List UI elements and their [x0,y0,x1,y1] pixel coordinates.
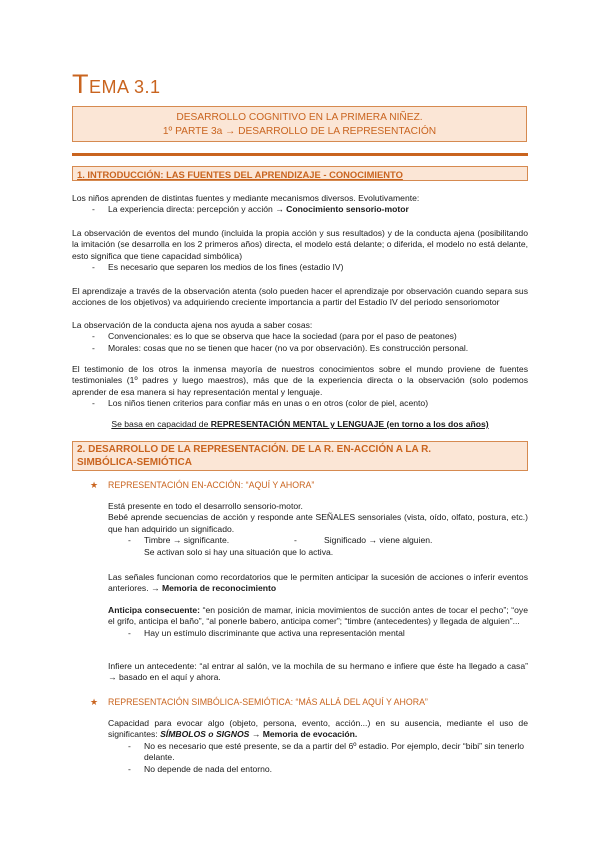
list-item: - No es necesario que esté presente, se da a partir del 6º estadio. Por ejemplo, decir “bibi” sin tenerlo delante. [128,740,525,763]
list-item-text: Significado → viene alguien. [324,535,433,546]
list-item-text: No es necesario que esté presente, se da a partir del 6º estadio. Por ejemplo, decir “bibi” sin tenerlo delante. [144,740,525,763]
basis-note [72,419,528,430]
en-accion-body [108,501,528,558]
conduct-paragraph [72,320,528,354]
page-title [72,69,161,99]
list-item: - Hay un estímulo discriminante que activa una representación mental [128,627,405,638]
signals-bold: → Memoria de reconocimiento [151,583,277,594]
list-item: - Los niños tienen criterios para confiar más en unas o en otros (color de piel, acento) [92,398,429,409]
attention-text: El aprendizaje a través de la observación atenta (solo pueden hacer el aprendizaje por observación cuando separa sus acciones de los objetivos) va adquiriendo creciente importancia a partir del Estadio IV del periodo sensoriomotor [72,286,528,308]
signal-example-row: - Timbre → significante. - Significado → viene alguien. [128,535,433,546]
subtitle-box [72,106,527,142]
list-item: - Convencionales: es lo que se observa que hace la sociedad (para por el paso de peatones) [92,331,457,342]
inference-paragraph [108,661,528,684]
list-item: - Morales: cosas que no se tienen que hacer (no va por observación). Es construcción personal. [92,342,469,353]
subsection-title: REPRESENTACIÓN EN-ACCIÓN: “AQUÍ Y AHORA” [108,480,315,490]
section-1-heading [72,166,528,181]
star-icon: ★ [90,480,98,490]
simbolica-bold-italic: SÍMBOLOS o SIGNOS [160,729,250,740]
list-item-text: Hay un estímulo discriminante que activa una representación mental [144,627,405,638]
list-item-text: Morales: cosas que no se tienen que hacer (no va por observación). Es construcción personal. [108,342,469,353]
text-line: Se activan solo si hay una situación que lo activa. [144,546,334,557]
signals-paragraph [108,572,528,595]
anticipation-bold: Anticipa consecuente: [108,605,200,615]
text-line: Está presente en todo el desarrollo sensorio-motor. [108,501,303,511]
testimony-paragraph [72,364,528,410]
attention-paragraph [72,286,528,309]
list-item: - Es necesario que separen los medios de los fines (estadio IV) [92,262,344,273]
basis-bold: REPRESENTACIÓN MENTAL y LENGUAJE (en torno a los dos años) [210,419,489,429]
simbolica-text: Capacidad para evocar algo (objeto, persona, evento, acción...) en su ausencia, mediante el uso de significantes: [108,718,528,740]
observation-paragraph [72,228,528,274]
subtitle-line-2: 1º PARTE 3a → DESARROLLO DE LA REPRESENTACIÓN [162,126,437,137]
list-item-text: Los niños tienen criterios para confiar más en unas o en otros (color de piel, acento) [108,398,429,409]
section-1-title: 1. INTRODUCCIÓN: LAS FUENTES DEL APRENDIZAJE - CONOCIMIENTO [77,169,403,180]
intro-paragraph [72,193,528,216]
signals-text: Las señales funcionan como recordatorios que le permiten anticipar la sucesión de acciones o inferir eventos anteriores. [108,572,528,594]
testimony-text: El testimonio de los otros la inmensa mayoría de nuestros conocimientos sobre el mundo proviene de fuentes testimoniales (1º padres y luego maestros), más que de la experiencia directa o la observación (solo podemos aprender de esa manera si hay representación mental y lenguaje. [72,364,528,397]
list-item-text: No depende de nada del entorno. [144,763,273,774]
anticipation-text: “en posición de mamar, inicia movimientos de succión antes de tocar el pecho”; “oye el grifo, anticipa el baño”, “al ponerle babero, anticipa comer”; “timbre (antecedentes) y llegada de alguien”... [108,605,528,627]
section-2-title-line-2: SIMBÓLICA-SEMIÓTICA [77,456,192,468]
text-line: Bebé aprende secuencias de acción y responde ante SEÑALES sensoriales (vista, oído, olfato, postura, etc.) que han adquirido un significado. [108,512,528,534]
anticipation-paragraph [108,605,528,639]
list-item: - La experiencia directa: percepción y acción → Conocimiento sensorio-motor [92,204,409,215]
subsection-en-accion [90,479,314,491]
simbolica-body [108,718,528,775]
star-icon: ★ [90,697,98,707]
observation-text: La observación de eventos del mundo (incluida la propia acción y sus resultados) y de la conducta ajena (posibilitando la imitación (se desarrolla en los 2 primeros años) directa, el modelo está delante; o diferida, el modelo no está delante, esto significa que tiene capacidad simbólica) [72,228,528,261]
list-item-text: Es necesario que separen los medios de los fines (estadio IV) [108,262,344,273]
conduct-text: La observación de la conducta ajena nos ayuda a saber cosas: [72,320,313,330]
section-2-title-line-1: 2. DESARROLLO DE LA REPRESENTACIÓN. DE LA R. EN-ACCIÓN A LA R. [77,444,432,455]
title-initial: T [72,69,89,99]
list-item-text: Convencionales: es lo que se observa que hace la sociedad (para por el paso de peatones) [108,331,457,342]
list-item: - No depende de nada del entorno. [128,763,273,774]
title-rest: EMA 3.1 [89,77,161,97]
subsection-title: REPRESENTACIÓN SIMBÓLICA-SEMIÓTICA: “MÁS ALLÁ DEL AQUÍ Y AHORA” [108,697,428,707]
inference-text: Infiere un antecedente: “al entrar al salón, ve la mochila de su hermano e infiere que éste ha llegado a casa” → basado en el aquí y ahora. [108,661,528,683]
list-item-bold: → Conocimiento sensorio-motor [275,204,409,215]
section-2-heading [72,441,528,471]
subsection-simbolica [90,696,428,708]
simbolica-bold: → Memoria de evocación. [249,729,358,740]
basis-prefix: Se basa en capacidad de [111,419,211,429]
list-item-text: Timbre → significante. [144,535,230,546]
title-divider [72,153,528,156]
subtitle-line-1: DESARROLLO COGNITIVO EN LA PRIMERA NIÑEZ. [176,112,423,123]
list-item-text: La experiencia directa: percepción y acción [108,204,276,215]
intro-text: Los niños aprenden de distintas fuentes y mediante mecanismos diversos. Evolutivamente: [72,193,420,203]
